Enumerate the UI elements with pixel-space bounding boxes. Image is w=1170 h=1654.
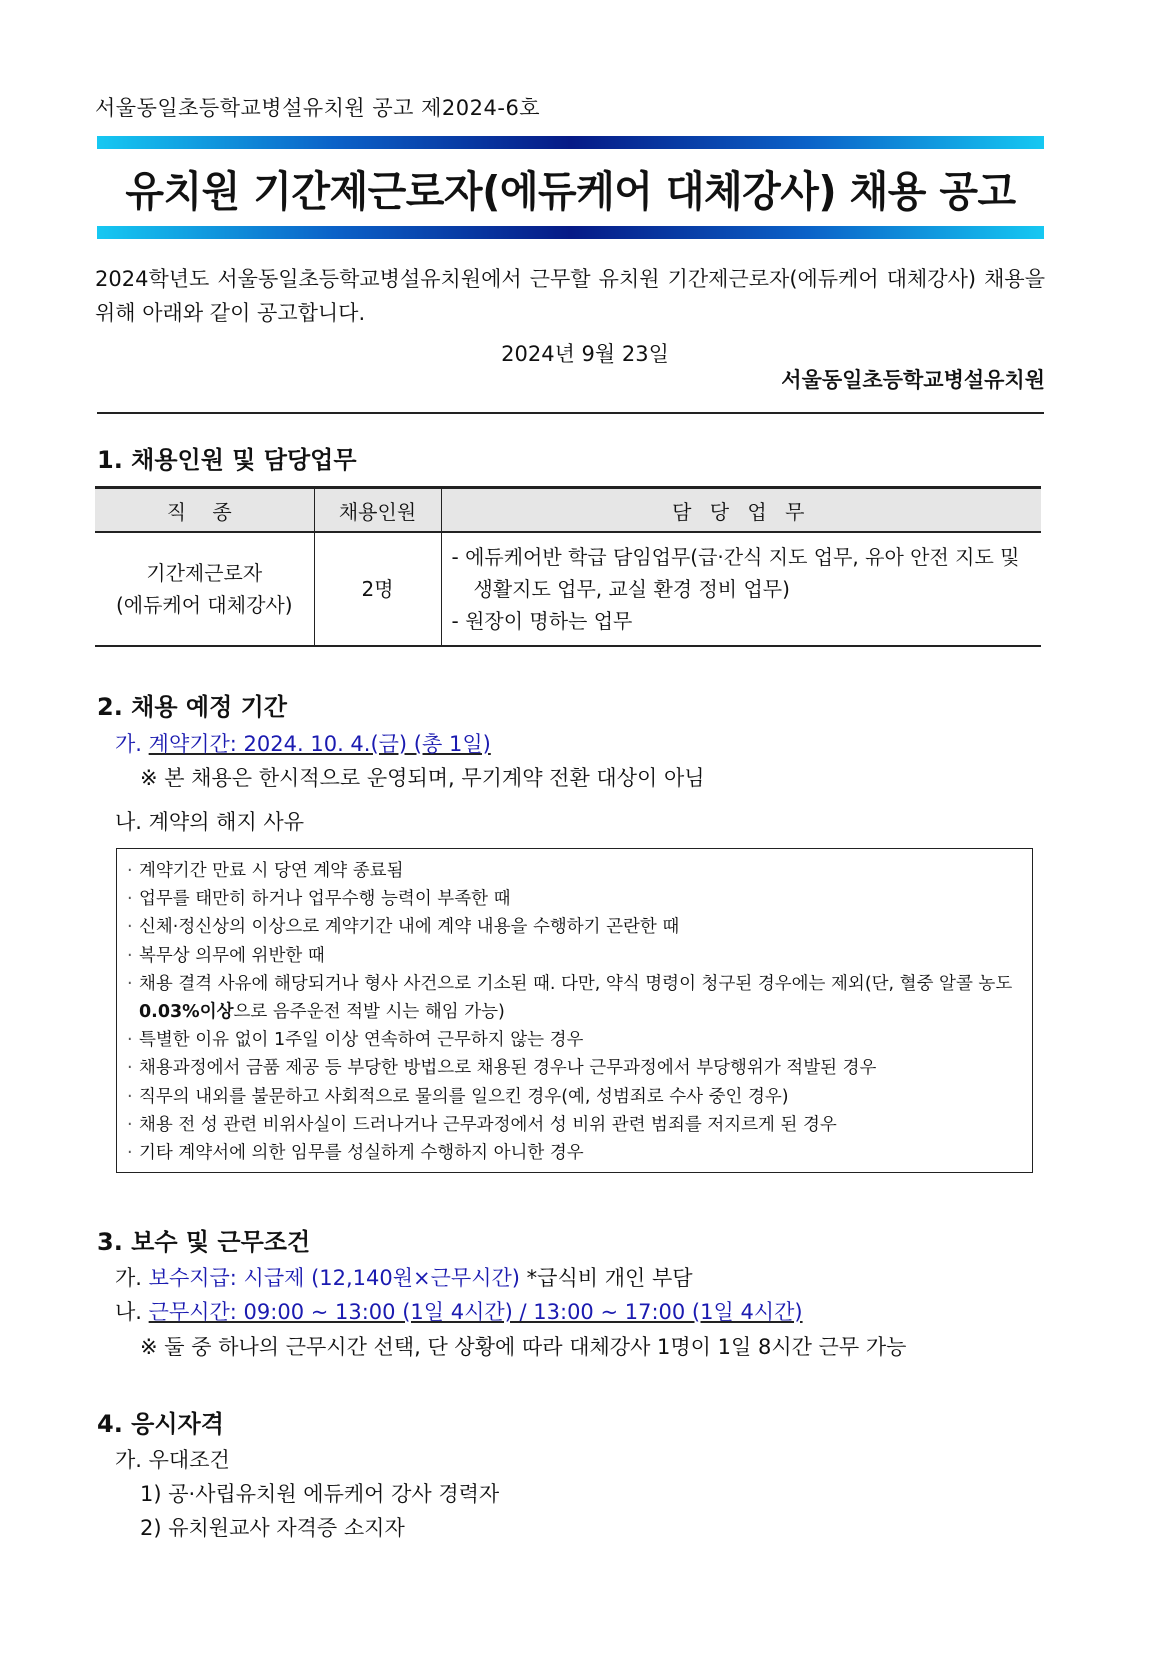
header-job-type: 직 종: [95, 488, 314, 533]
header-duties: 담 당 업 무: [441, 488, 1041, 533]
notice-date: 2024년 9월 23일: [501, 342, 669, 366]
page-title: 유치원 기간제근로자(에듀케어 대체강사) 채용 공고: [125, 168, 1016, 217]
pay-line: [115, 1262, 693, 1292]
working-hours: 근무시간: 09:00 ~ 13:00 (1일 4시간) / 13:00 ~ 17:00 (1일 4시간): [148, 1300, 803, 1324]
list-item: 2) 유치원교사 자격증 소지자: [140, 1516, 405, 1540]
cell-duties: [441, 532, 1041, 646]
item-marker: 가.: [115, 732, 142, 756]
intro-paragraph: 2024학년도 서울동일초등학교병설유치원에서 근무할 유치원 기간제근로자(에듀케어 대체강사) 채용을 위해 아래와 같이 공고합니다.: [95, 267, 1045, 325]
divider: [97, 412, 1044, 414]
contract-note: ※ 본 채용은 한시적으로 운영되며, 무기계약 전환 대상이 아님: [140, 766, 705, 790]
cell-headcount: 2명: [314, 532, 441, 646]
section-1-heading: 1. 채용인원 및 담당업무: [97, 446, 357, 474]
reason-text-tail: 으로 음주운전 적발 시는 해임 가능): [233, 1002, 505, 1023]
list-item: · 신체·정신상의 이상으로 계약기간 내에 계약 내용을 수행하기 곤란한 때: [127, 913, 1022, 941]
table-header-row: [95, 488, 1041, 533]
notice-number: 서울동일초등학교병설유치원 공고 제2024-6호: [95, 96, 541, 120]
list-item: · 기타 계약서에 의한 임무를 성실하게 수행하지 아니한 경우: [127, 1139, 1022, 1167]
list-item: · 업무를 태만히 하거나 업무수행 능력이 부족한 때: [127, 885, 1022, 913]
duty-item: - 원장이 명하는 업무: [451, 609, 633, 633]
title-gradient-bar-bottom: [97, 226, 1044, 239]
duty-table: [95, 486, 1041, 647]
pay-info: 보수지급: 시급제 (12,140원×근무시간): [148, 1266, 520, 1290]
list-item: [127, 970, 1022, 1026]
cell-job-type: [95, 532, 314, 646]
item-marker: 나.: [115, 1300, 142, 1324]
title-gradient-bar-top: [97, 136, 1044, 149]
contract-period: 계약기간: 2024. 10. 4.(금) (총 1일): [148, 732, 491, 756]
meal-cost-note: *급식비 개인 부담: [519, 1266, 693, 1290]
reason-text: 채용 결격 사유에 해당되거나 형사 사건으로 기소된 때. 다만, 약식 명령이 청구된 경우에는 제외(단, 혈중 알콜 농도: [139, 973, 1013, 994]
contract-period-line: [115, 728, 491, 758]
list-item: · 직무의 내외를 불문하고 사회적으로 물의를 일으킨 경우(예, 성범죄로 수사 중인 경우): [127, 1083, 1022, 1111]
table-row: [95, 532, 1041, 646]
list-item: · 채용과정에서 금품 제공 등 부당한 방법으로 채용된 경우나 근무과정에서 부당행위가 적발된 경우: [127, 1054, 1022, 1082]
section-4-heading: 4. 응시자격: [97, 1410, 224, 1438]
header-headcount: 채용인원: [314, 488, 441, 533]
list-item: 1) 공·사립유치원 에듀케어 강사 경력자: [140, 1482, 500, 1506]
duty-item: - 에듀케어반 학급 담임업무(급·간식 지도 업무, 유아 안전 지도 및 생활지도 업무, 교실 환경 정비 업무): [451, 545, 1020, 601]
item-marker: 가.: [115, 1266, 142, 1290]
list-item: · 계약기간 만료 시 당연 계약 종료됨: [127, 857, 1022, 885]
hours-note: ※ 둘 중 하나의 근무시간 선택, 단 상황에 따라 대체강사 1명이 1일 8시간 근무 가능: [140, 1335, 907, 1359]
list-item: · 채용 전 성 관련 비위사실이 드러나거나 근무과정에서 성 비위 관련 범죄를 저지르게 된 경우: [127, 1111, 1022, 1139]
list-item: · 복무상 의무에 위반한 때: [127, 942, 1022, 970]
hours-line: [115, 1296, 803, 1326]
job-line-1: 기간제근로자: [146, 561, 263, 585]
section-2-heading: 2. 채용 예정 기간: [97, 693, 287, 721]
termination-heading: 나. 계약의 해지 사유: [115, 810, 304, 834]
section-3-heading: 3. 보수 및 근무조건: [97, 1228, 311, 1256]
job-line-2: (에듀케어 대체강사): [115, 593, 293, 617]
alcohol-threshold: 0.03%이상: [139, 1002, 234, 1023]
issuer-name: 서울동일초등학교병설유치원: [781, 368, 1045, 392]
list-item: · 특별한 이유 없이 1주일 이상 연속하여 근무하지 않는 경우: [127, 1026, 1022, 1054]
termination-reasons-box: [116, 848, 1033, 1173]
preference-heading: 가. 우대조건: [115, 1448, 230, 1472]
